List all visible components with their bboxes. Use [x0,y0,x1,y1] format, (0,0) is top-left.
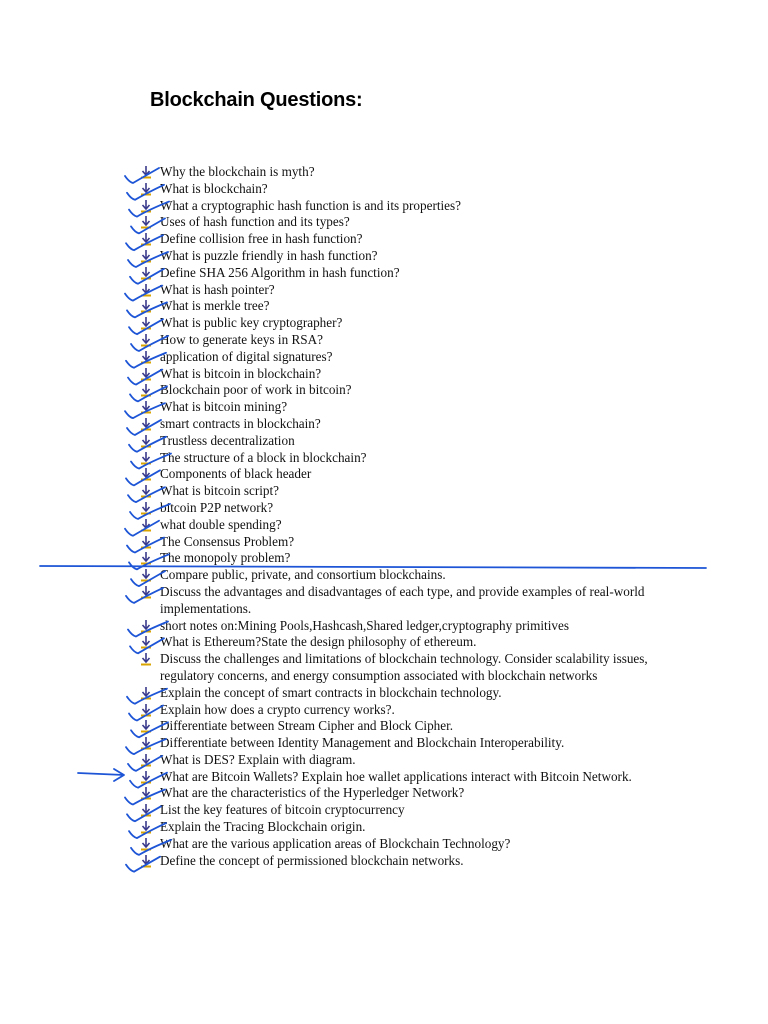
question-list [138,164,658,869]
question-text: How to generate keys in RSA? [160,331,323,347]
down-arrow-bullet-icon [140,485,152,498]
question-text: Components of black header [160,466,312,482]
question-text: What is bitcoin mining? [160,399,288,415]
question-text: what double spending? [160,516,282,532]
question-item [138,534,658,551]
down-arrow-bullet-icon [140,216,152,229]
question-text: What a cryptographic hash function is and its properties? [160,197,462,213]
down-arrow-bullet-icon [140,754,152,767]
question-text: Discuss the challenges and limitations of blockchain technology. Consider scalability issues, regulatory concerns, and energy consumption associated with blockchain networks [160,651,648,683]
question-item [138,349,658,366]
question-text: What is Ethereum?State the design philosophy of ethereum. [160,634,477,650]
down-arrow-bullet-icon [140,384,152,397]
question-item [138,198,658,215]
down-arrow-bullet-icon [140,351,152,364]
down-arrow-bullet-icon [140,720,152,733]
down-arrow-bullet-icon [140,435,152,448]
question-text: What is hash pointer? [160,281,275,297]
question-item [138,685,658,702]
question-text: Explain the concept of smart contracts in blockchain technology. [160,684,502,700]
question-text: bitcoin P2P network? [160,499,274,515]
question-text: The structure of a block in blockchain? [160,449,367,465]
down-arrow-bullet-icon [140,804,152,817]
question-item [138,416,658,433]
question-text: Discuss the advantages and disadvantages of each type, and provide examples of real-world implementations. [160,583,645,616]
down-arrow-bullet-icon [140,183,152,196]
question-text: smart contracts in blockchain? [160,415,321,431]
question-item [138,433,658,450]
question-text: What are the various application areas of Blockchain Technology? [160,835,511,851]
question-text: What is merkle tree? [160,298,270,314]
down-arrow-bullet-icon [140,250,152,263]
down-arrow-bullet-icon [140,368,152,381]
question-item [138,819,658,836]
question-item [138,164,658,181]
down-arrow-bullet-icon [140,267,152,280]
question-text: What are Bitcoin Wallets? Explain hoe wallet applications interact with Bitcoin Network. [160,768,632,784]
question-item [138,399,658,416]
down-arrow-bullet-icon [140,821,152,834]
question-item [138,802,658,819]
question-item [138,752,658,769]
question-text: What are the characteristics of the Hyperledger Network? [160,785,465,801]
question-item [138,702,658,719]
question-text: What is puzzle friendly in hash function? [160,247,378,263]
question-text: The monopoly problem? [160,550,291,566]
down-arrow-bullet-icon [140,519,152,532]
page-title: Blockchain Questions: [150,89,363,111]
question-text: What is public key cryptographer? [160,315,343,331]
question-item [138,214,658,231]
down-arrow-bullet-icon [140,552,152,565]
question-item [138,382,658,399]
question-item [138,584,658,618]
question-text: Why the blockchain is myth? [160,164,315,179]
question-text: Define SHA 256 Algorithm in hash function? [160,264,400,280]
question-text: Differentiate between Stream Cipher and Block Cipher. [160,718,454,734]
question-text: Define collision free in hash function? [160,231,363,247]
question-text: The Consensus Problem? [160,533,295,549]
down-arrow-bullet-icon [140,653,152,666]
question-text: application of digital signatures? [160,348,333,364]
down-arrow-bullet-icon [140,855,152,868]
question-item [138,483,658,500]
down-arrow-bullet-icon [140,233,152,246]
down-arrow-bullet-icon [140,200,152,213]
down-arrow-bullet-icon [140,569,152,582]
question-item [138,315,658,332]
question-text: Differentiate between Identity Management and Blockchain Interoperability. [160,735,565,751]
question-text: Explain how does a crypto currency works?. [160,701,395,717]
question-item [138,282,658,299]
question-item [138,769,658,786]
question-text: Compare public, private, and consortium blockchains. [160,567,446,583]
question-item [138,735,658,752]
question-item [138,853,658,870]
question-item [138,651,658,685]
question-item [138,366,658,383]
down-arrow-bullet-icon [140,704,152,717]
down-arrow-bullet-icon [140,468,152,481]
down-arrow-bullet-icon [140,620,152,633]
question-text: Trustless decentralization [160,432,295,448]
question-item [138,248,658,265]
question-item [138,718,658,735]
down-arrow-bullet-icon [140,418,152,431]
question-item [138,466,658,483]
down-arrow-bullet-icon [140,838,152,851]
question-item [138,181,658,198]
down-arrow-bullet-icon [140,636,152,649]
question-text: Uses of hash function and its types? [160,214,350,230]
down-arrow-bullet-icon [140,687,152,700]
down-arrow-bullet-icon [140,787,152,800]
question-item [138,332,658,349]
question-text: What is bitcoin script? [160,483,280,499]
question-item [138,450,658,467]
down-arrow-bullet-icon [140,586,152,599]
down-arrow-bullet-icon [140,502,152,515]
question-item [138,298,658,315]
down-arrow-bullet-icon [140,401,152,414]
down-arrow-bullet-icon [140,771,152,784]
question-item [138,517,658,534]
question-item [138,836,658,853]
question-text: Blockchain poor of work in bitcoin? [160,382,352,398]
question-text: What is bitcoin in blockchain? [160,365,322,381]
question-item [138,231,658,248]
question-item [138,618,658,635]
question-item [138,550,658,567]
question-text: Explain the Tracing Blockchain origin. [160,819,366,835]
question-item [138,785,658,802]
question-text: Define the concept of permissioned blockchain networks. [160,852,464,868]
down-arrow-bullet-icon [140,737,152,750]
question-text: List the key features of bitcoin cryptocurrency [160,802,405,818]
question-item [138,634,658,651]
down-arrow-bullet-icon [140,317,152,330]
question-text: What is blockchain? [160,180,268,196]
question-item [138,265,658,282]
question-item [138,567,658,584]
pointer-arrow [78,769,124,781]
down-arrow-bullet-icon [140,536,152,549]
down-arrow-bullet-icon [140,166,152,179]
down-arrow-bullet-icon [140,300,152,313]
question-text: short notes on:Mining Pools,Hashcash,Shared ledger,cryptography primitives [160,617,569,633]
question-item [138,500,658,517]
question-text: What is DES? Explain with diagram. [160,751,356,767]
down-arrow-bullet-icon [140,334,152,347]
down-arrow-bullet-icon [140,452,152,465]
down-arrow-bullet-icon [140,284,152,297]
